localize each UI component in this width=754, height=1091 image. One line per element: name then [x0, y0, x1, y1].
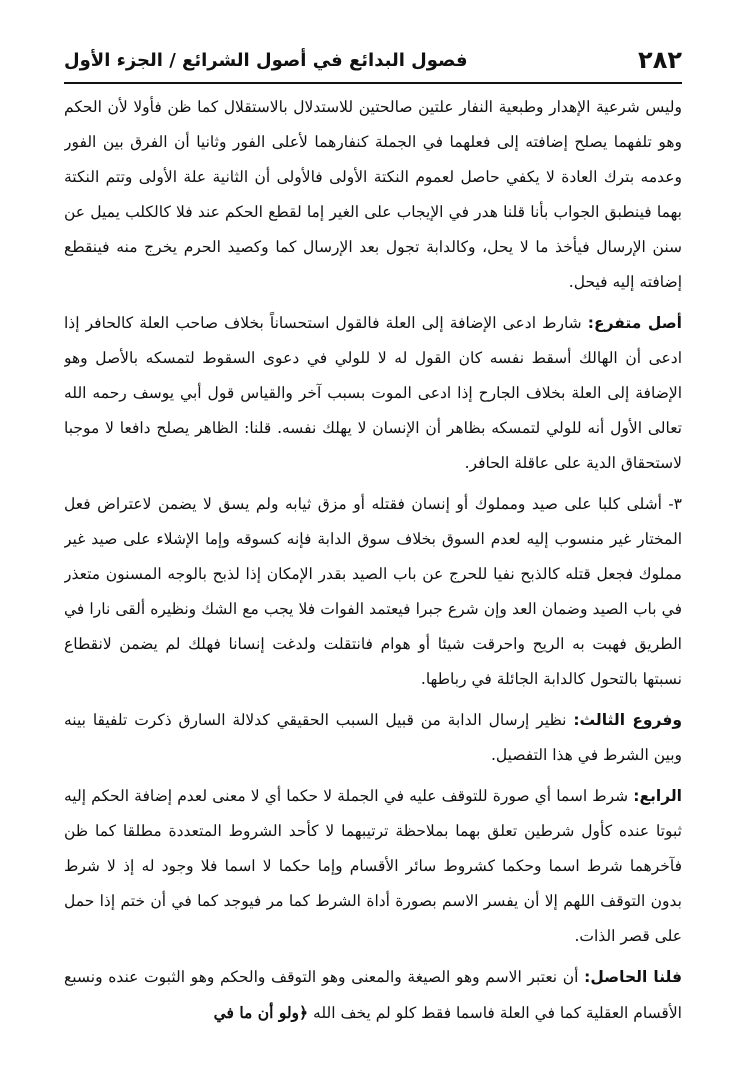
paragraph-heading: أصل متفرع: [587, 314, 682, 332]
paragraph-text: شرط اسما أي صورة للتوقف عليه في الجملة لا حكما أي لا معنى لعدم إضافة الحكم إليه ثبوتا عنده كأول شرطين تعلق بهما بملاحظة ترتيبهما لا كأحد الشروط المتعددة مطلقا كما ظن فآخرهما شرط اسما وحكما كشروط سائر الأقسام وإما حكما لا اسما فلا وجود له إذ لا شرط بدون التوقف اللهم إلا أن يفسر الاسم بصورة أداة الشرط كما مر فيوجد كما في أن ختم إذا حمل على قصر الذات. [64, 787, 682, 945]
paragraph-heading: وفروع الثالث: [573, 711, 682, 729]
page-header [64, 38, 682, 84]
paragraph-text: شارط ادعى الإضافة إلى العلة فالقول استحساناً بخلاف صاحب العلة كالحافر إذا ادعى أن الهالك أسقط نفسه كان القول له لا للولي في دعوى السقوط لتمسكه بالأصل وهو الإضافة إلى العلة بخلاف الجارح إذا ادعى الموت بسبب آخر والقياس قول أبي يوسف رحمه الله تعالى الأول أنه للولي لتمسكه بظاهر أن الإنسان لا يهلك نفسه. قلنا: الظاهر يصلح دافعا لا موجبا لاستحقاق الدية على عاقلة الحافر. [64, 314, 682, 472]
paragraph-heading: الرابع: [633, 787, 682, 805]
paragraph-text: وليس شرعية الإهدار وطبعية النفار علتين صالحتين للاستدلال بالاستقلال كما ظن فأولا لأن الحكم وهو تلفهما يصلح إضافته إلى فعلهما في الجملة كنفارهما لأعلى الفور وثانيا أن الفرق بين الفور وعدمه بترك العادة لا يكفي حاصل لعموم النكتة الأولى فالأولى أن الثانية علة الأولى وتتم النكتة بهما فينطبق الجواب بأنا قلنا هدر في الإيجاب على الغير إما لقطع الحكم عند فلا كالكلب يميل عن سنن الإرسال فيأخذ ما لا يحل، وكالدابة تجول بعد الإرسال كما وكصيد الحرم يخرج منه فينقطع إضافته إليه فيحل. [64, 98, 682, 291]
page-number: ٢٨٢ [638, 46, 682, 74]
quran-quote: ﴿ولو أن ما في [213, 1003, 309, 1022]
paragraph-2 [64, 306, 682, 481]
paragraph-heading: فلنا الحاصل: [584, 968, 682, 986]
paragraph-text: ٣- أشلى كلبا على صيد ومملوك أو إنسان فقتله أو مزق ثيابه ولم يسق لا يضمن لاعتراض فعل المختار غير منسوب إليه لعدم السوق بخلاف سوق الدابة فإنه كسوقه وإما الإشلاء على صيد غير مملوك فجعل قتله كالذبح نفيا للحرج عن باب الصيد بقدر الإمكان إذا لذبح بالوجه المسنون متعذر في باب الصيد وضمان العد وإن شرع جبرا فيعتمد الفوات فلا يجب مع الشك ونظيره ألقى نارا في الطريق فهبت به الريح واحرقت شيئا أو هوام فانتقلت ولدغت إنسانا فهلك لم يضمن لانقطاع نسبتها بالتحول كالدابة الجائلة في رباطها. [64, 495, 682, 688]
running-title: فصول البدائع في أصول الشرائع / الجزء الأول [64, 49, 468, 71]
paragraph-1 [64, 90, 682, 300]
paragraph-text: نظير إرسال الدابة من قبيل السبب الحقيقي كدلالة السارق ذكرت تلفيقا بينه وبين الشرط في هذا التفصيل. [64, 711, 682, 764]
paragraph-text: أن نعتبر الاسم وهو الصيغة والمعنى وهو التوقف والحكم وهو الثبوت عنده ونسبع الأقسام العقلية كما في العلة فاسما فقط كلو لم يخف الله [64, 968, 682, 1022]
paragraph-5 [64, 779, 682, 954]
paragraph-3 [64, 487, 682, 697]
paragraph-4 [64, 703, 682, 773]
paragraph-6 [64, 960, 682, 1031]
body-text [64, 90, 682, 1071]
